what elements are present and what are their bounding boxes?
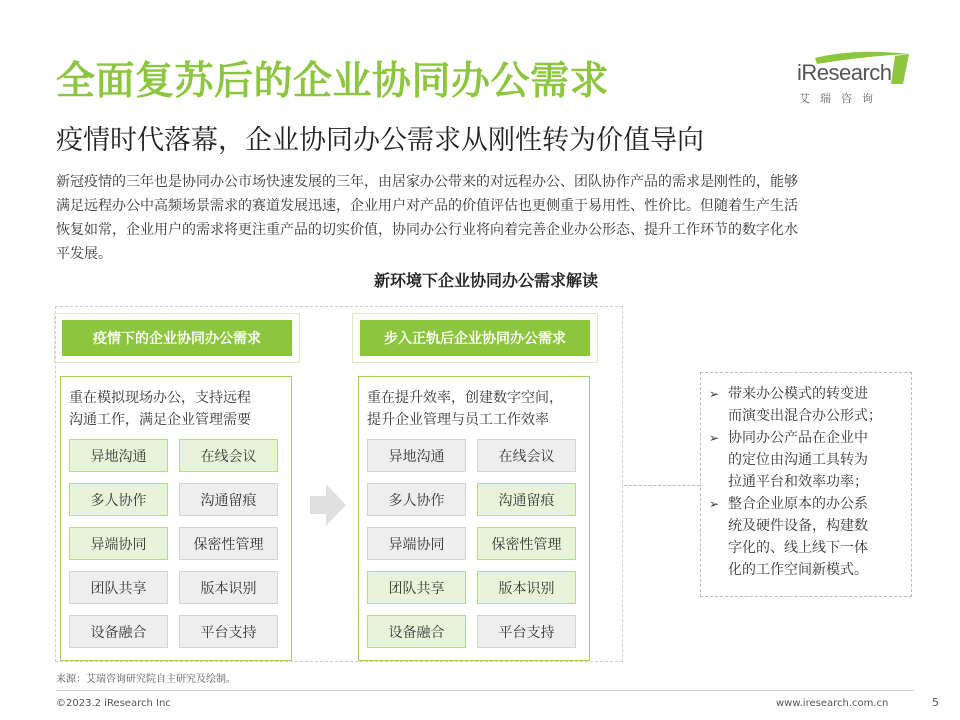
bullet-arrow-icon: ➢ [709, 497, 720, 511]
bullet-line: 协同办公产品在企业中 [728, 430, 868, 446]
panel-description-line: 沟通工作，满足企业管理需要 [69, 412, 251, 428]
demand-tag: 多人协作 [367, 483, 466, 516]
bullet-line: 整合企业原本的办公系 [728, 496, 868, 512]
intro-line: 平发展。 [56, 246, 112, 262]
demand-tag: 保密性管理 [477, 527, 576, 560]
demand-tag: 异地沟通 [367, 439, 466, 472]
logo-wordmark: iResearch [797, 60, 892, 85]
intro-line: 恢复如常，企业用户的需求将更注重产品的切实价值，协同办公行业将向着完善企业办公形态、提升工作环节的数字化水 [56, 222, 798, 238]
demand-tag: 多人协作 [69, 483, 168, 516]
footer-divider [56, 690, 914, 691]
intro-line: 满足远程办公中高频场景需求的赛道发展迅速，企业用户对产品的价值评估也更侧重于易用性、性价比。但随着生产生活 [56, 198, 798, 214]
page-subtitle: 疫情时代落幕，企业协同办公需求从刚性转为价值导向 [56, 125, 704, 156]
source-note: 来源：艾瑞咨询研究院自主研究及绘制。 [56, 674, 236, 685]
bullet-item [709, 383, 909, 427]
demand-tag: 团队共享 [69, 571, 168, 604]
bullet-line: 拉通平台和效率功率； [728, 474, 868, 490]
panel-header: 步入正轨后企业协同办公需求 [360, 320, 590, 356]
demand-tag: 设备融合 [367, 615, 466, 648]
panel-description-line: 重在提升效率，创建数字空间， [367, 390, 563, 406]
iresearch-logo [795, 50, 915, 110]
panel-description [69, 387, 291, 431]
bullet-line: 字化的、线上线下一体 [728, 540, 868, 556]
right-arrow-icon [310, 484, 346, 526]
page-number: 5 [932, 696, 939, 709]
demand-tag: 在线会议 [179, 439, 278, 472]
intro-paragraph [56, 170, 916, 266]
demand-tag: 团队共享 [367, 571, 466, 604]
panel-body [358, 376, 590, 661]
bullet-arrow-icon: ➢ [709, 431, 720, 445]
demand-tag: 异地沟通 [69, 439, 168, 472]
bullet-arrow-icon: ➢ [709, 387, 720, 401]
panel-description-line: 提升企业管理与员工工作效率 [367, 412, 549, 428]
bullet-line: 统及硬件设备，构建数 [728, 518, 868, 534]
demand-tag: 设备融合 [69, 615, 168, 648]
demand-tag: 版本识别 [179, 571, 278, 604]
demand-tag: 平台支持 [179, 615, 278, 648]
website-link[interactable]: www.iresearch.com.cn [776, 698, 889, 709]
bullet-line: 而演变出混合办公形式； [728, 408, 882, 424]
diagram-title: 新环境下企业协同办公需求解读 [373, 271, 598, 290]
conclusion-bullets [709, 383, 909, 581]
demand-tag: 沟通留痕 [477, 483, 576, 516]
demand-tag: 在线会议 [477, 439, 576, 472]
demand-tag: 异端协同 [69, 527, 168, 560]
demand-tag: 保密性管理 [179, 527, 278, 560]
panel-header: 疫情下的企业协同办公需求 [62, 320, 292, 356]
dashed-connector [624, 485, 700, 486]
bullet-line: 带来办公模式的转变进 [728, 386, 868, 402]
bullet-item [709, 427, 909, 493]
page-title: 全面复苏后的企业协同办公需求 [56, 59, 610, 104]
bullet-item [709, 493, 909, 581]
logo-subtext: 艾瑞咨询 [799, 92, 883, 105]
panel-body [60, 376, 292, 661]
demand-tag: 版本识别 [477, 571, 576, 604]
conclusion-box [700, 372, 912, 597]
intro-line: 新冠疫情的三年也是协同办公市场快速发展的三年，由居家办公带来的对远程办公、团队协作产品的需求是刚性的，能够 [56, 174, 798, 190]
demand-tag: 平台支持 [477, 615, 576, 648]
demand-tag: 异端协同 [367, 527, 466, 560]
panel-description-line: 重在模拟现场办公，支持远程 [69, 390, 251, 406]
bullet-line: 的定位由沟通工具转为 [728, 452, 868, 468]
bullet-line: 化的工作空间新模式。 [728, 562, 868, 578]
demand-tag: 沟通留痕 [179, 483, 278, 516]
panel-description [367, 387, 589, 431]
copyright-text: ©2023.2 iResearch Inc [56, 698, 171, 709]
